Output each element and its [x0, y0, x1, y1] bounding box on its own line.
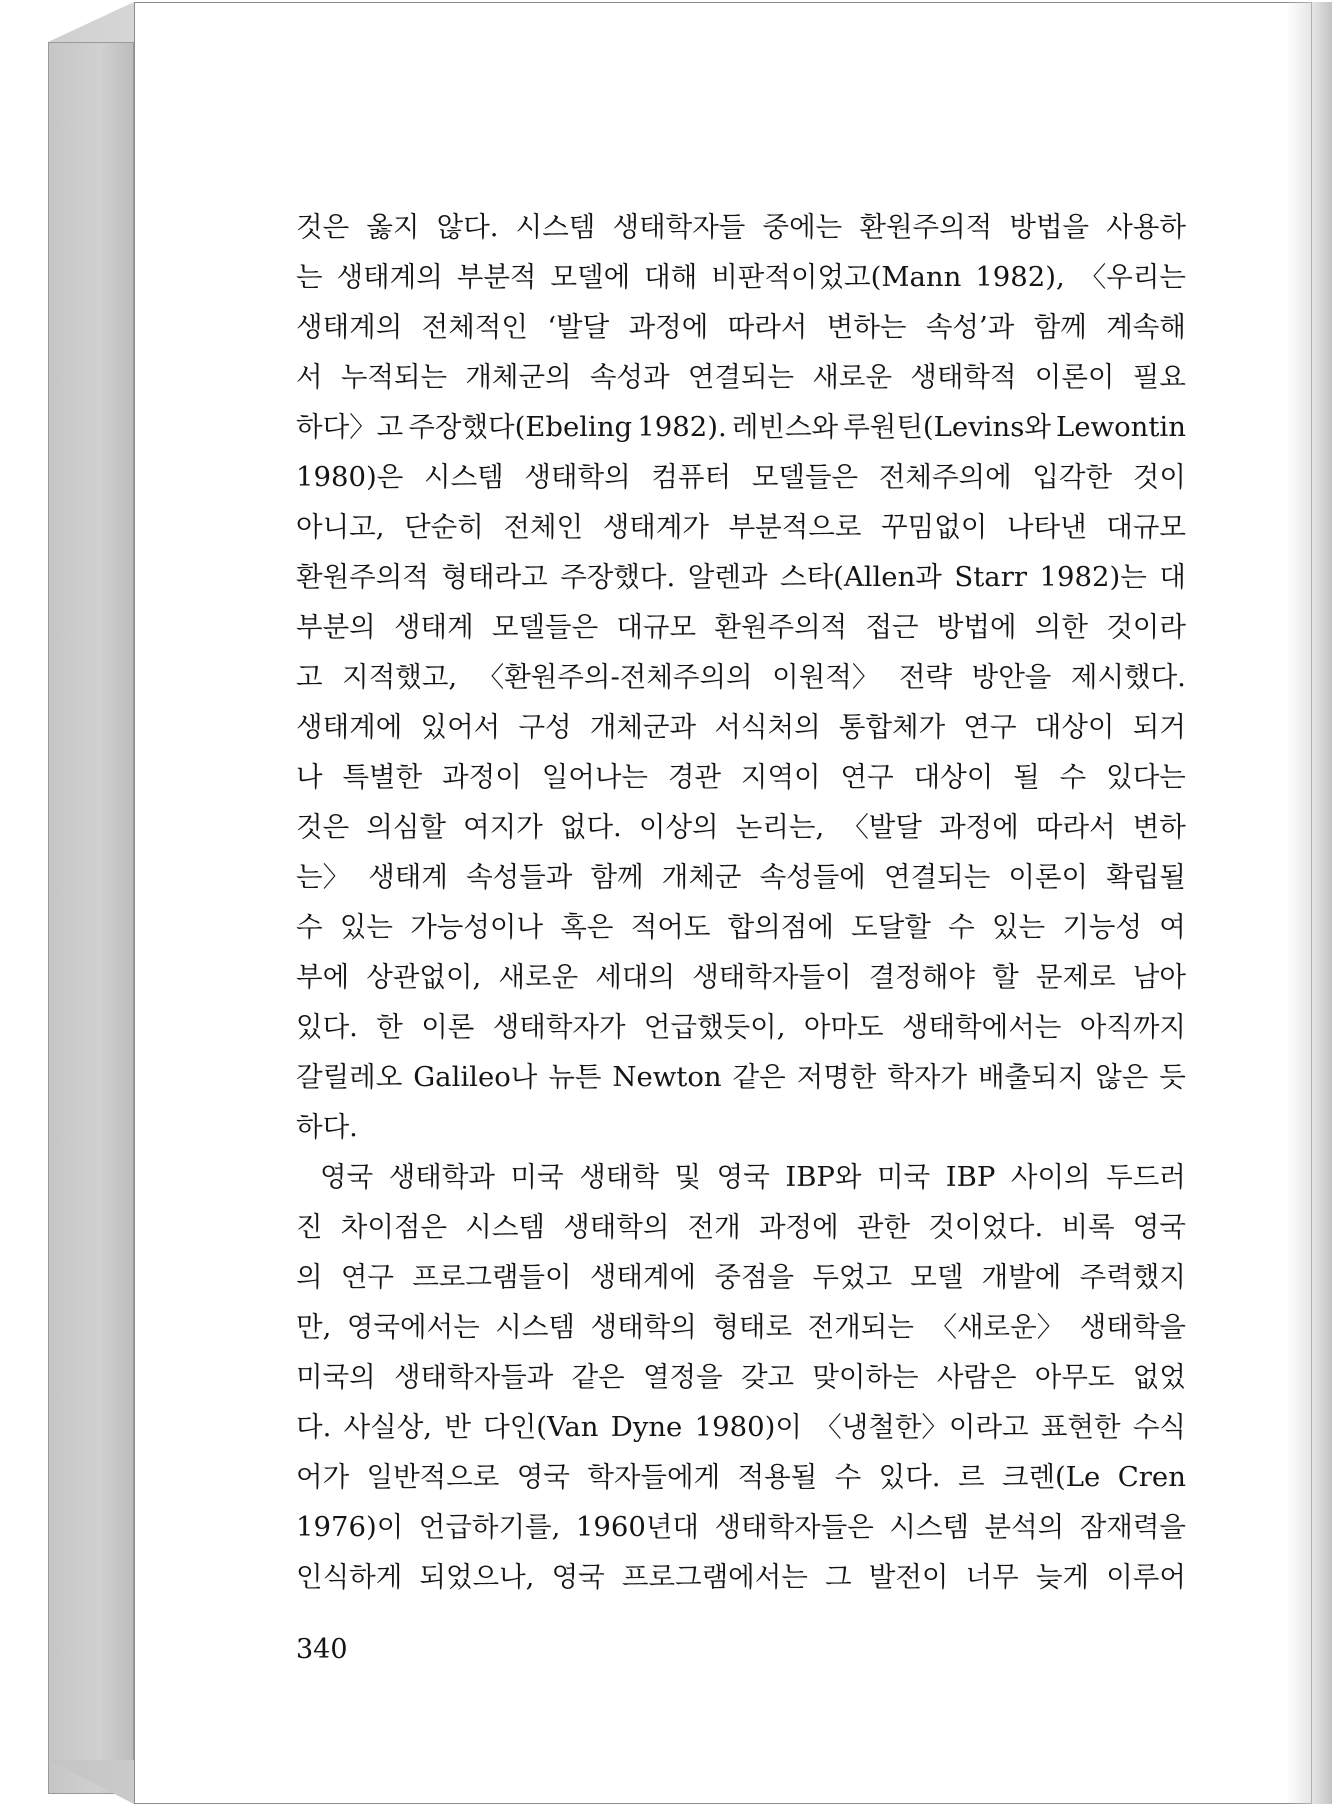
word: 영국 [320, 1161, 374, 1193]
word: 없었 [1132, 1361, 1186, 1393]
word: 변하 [1132, 811, 1186, 843]
word: 있는 [991, 911, 1046, 943]
word: 생태계 [393, 611, 474, 643]
word: 있다는 [1106, 761, 1186, 793]
word: 모델 [910, 1261, 964, 1293]
word: 〈새로운〉 [929, 1311, 1065, 1343]
word: 크렌(Le [1001, 1461, 1101, 1493]
text-line [296, 402, 1186, 452]
word: 일어나는 [541, 761, 648, 793]
word: 생태학에서는 [901, 1011, 1062, 1043]
word: 시스템 [889, 1511, 970, 1543]
word: 이상의 [638, 811, 719, 843]
word: 영국 [1132, 1211, 1186, 1243]
word: 잠재력을 [1079, 1511, 1186, 1543]
page-edge-shadow [1286, 2, 1332, 1804]
word: 않은 [1095, 1061, 1149, 1093]
word: 서 [296, 361, 323, 393]
word: 것은 [296, 811, 350, 843]
word: 한 [376, 1011, 403, 1043]
word: 및 [674, 1161, 702, 1193]
word: 사람은 [936, 1361, 1017, 1393]
word: 있는 [339, 911, 393, 943]
word: 영국 [516, 1461, 570, 1493]
text-line [296, 552, 1186, 602]
word: 혹은 [560, 911, 614, 943]
word: 함께 [590, 861, 644, 893]
word: 알렌과 [687, 561, 768, 593]
word: 접근 [865, 611, 919, 643]
word: 부분적 [456, 261, 537, 293]
word: 아마도 [803, 1011, 884, 1043]
word: 대 [1159, 561, 1186, 593]
word: 함께 [1033, 311, 1087, 343]
word: 속성’과 [925, 311, 1015, 343]
word: 학자가 [887, 1061, 968, 1093]
word: 비판적이었고(Mann [711, 261, 962, 293]
word: 필요 [1132, 361, 1186, 393]
word: 그 [825, 1561, 852, 1593]
word: 수 [1059, 761, 1087, 793]
word: 합의점에 [727, 911, 834, 943]
word: 생태학의 [563, 1211, 670, 1243]
word: 는 [296, 261, 323, 293]
word: 수 [296, 911, 323, 943]
text-line [296, 1202, 1186, 1252]
word: 적어도 [630, 911, 711, 943]
word: 형태라고 [441, 561, 548, 593]
word: 중점을 [714, 1261, 795, 1293]
word: 되거 [1132, 711, 1186, 743]
word: 않다. [436, 211, 499, 243]
word: Starr [954, 561, 1027, 593]
word: 주장했다. [560, 561, 676, 593]
book-spine-top [48, 2, 134, 42]
text-line [296, 602, 1186, 652]
word: 루원틴(Levins와 [843, 411, 1051, 443]
word: 갖고 [740, 1361, 795, 1393]
word: 〈냉철한〉이라고 [814, 1411, 1029, 1443]
word: 남아 [1132, 961, 1186, 993]
word: 통합체가 [838, 711, 946, 743]
word: 지적했고, [342, 661, 458, 693]
word: 구성 [518, 711, 572, 743]
word: 너무 [965, 1561, 1019, 1593]
word: 이론 [421, 1011, 475, 1043]
word: 컴퓨터 [651, 461, 732, 493]
text-line [296, 1502, 1186, 1552]
word: 1982), [975, 261, 1065, 293]
word: 속성과 [589, 361, 670, 393]
word: 것은 [296, 211, 350, 243]
word: 열정을 [642, 1361, 723, 1393]
word: 생태계가 [602, 511, 709, 543]
word: 사용하 [1106, 211, 1186, 243]
word: 〈우리는 [1078, 261, 1186, 293]
word: 대해 [644, 261, 698, 293]
word: 아니고, [296, 511, 385, 543]
word: 다. [296, 1411, 332, 1443]
word: 나 [296, 761, 323, 793]
word: 있어서 [420, 711, 501, 743]
word: 대규모 [1106, 511, 1186, 543]
word: 중에는 [762, 211, 843, 243]
word: 1976)이 [296, 1511, 404, 1543]
word: 나타낸 [1006, 511, 1087, 543]
word: 수식 [1132, 1411, 1186, 1443]
word: 사이의 [1010, 1161, 1091, 1193]
word: 확립될 [1106, 861, 1186, 893]
word: 생태학자들과 [393, 1361, 554, 1393]
word: 두었고 [812, 1261, 893, 1293]
word: 이론이 [1034, 361, 1115, 393]
word: 생태계에 [296, 711, 403, 743]
word: 대규모 [616, 611, 697, 643]
word: 지역이 [740, 761, 821, 793]
text-line [296, 202, 1186, 252]
word: 이론이 [1008, 861, 1089, 893]
word: 발전이 [868, 1561, 949, 1593]
word: 문제로 [1035, 961, 1116, 993]
word: 모델들은 [491, 611, 599, 643]
word: 연구 [840, 761, 894, 793]
word: 경관 [667, 761, 722, 793]
word: 맞이하는 [812, 1361, 919, 1393]
word: 생태학적 [910, 361, 1017, 393]
word: 사실상, [343, 1411, 433, 1443]
word: 연결되는 [884, 861, 991, 893]
word: 가능성이나 [410, 911, 544, 943]
word: 〈발달 [841, 811, 922, 843]
word: 하다〉고 [296, 411, 404, 443]
word: 연구 [963, 711, 1017, 743]
word: 새로운 [812, 361, 893, 393]
word: 개체군의 [465, 361, 572, 393]
word: 차이점은 [340, 1211, 448, 1243]
word: Lewontin [1056, 411, 1186, 443]
word: 같은 [732, 1061, 786, 1093]
word: 전개되는 [807, 1311, 914, 1343]
word: 듯 [1159, 1061, 1186, 1093]
word: 입각한 [1032, 461, 1113, 493]
word: 도달할 [851, 911, 931, 943]
word: 관한 [856, 1211, 911, 1243]
word: 학자들에게 [587, 1461, 721, 1493]
word: 제시했다. [1070, 661, 1186, 693]
word: Galileo나 [413, 1061, 538, 1093]
word: 전체적인 [421, 311, 528, 343]
word: 이원적〉 [772, 661, 880, 693]
text-line [296, 952, 1186, 1002]
word: 단순히 [404, 511, 484, 543]
text-line [296, 802, 1186, 852]
word: IBP [945, 1161, 996, 1193]
word: 있다. [296, 1011, 358, 1043]
word: 하다. [296, 1111, 358, 1143]
word: 전체주의에 [878, 461, 1012, 493]
word: 전체인 [503, 511, 584, 543]
text-line [296, 1052, 1186, 1102]
word: 배출되지 [977, 1061, 1085, 1093]
word: 모델들은 [751, 461, 859, 493]
word: 따라서 [1035, 811, 1116, 843]
word: 언급했듯이, [643, 1011, 786, 1043]
word: 전략 [898, 661, 953, 693]
word: 방법에 [936, 611, 1017, 643]
word: 것이었다. [928, 1211, 1044, 1243]
word: 모델에 [550, 261, 631, 293]
word: 시스템 [495, 1311, 575, 1343]
text-line [296, 1252, 1186, 1302]
word: 아직까지 [1079, 1011, 1186, 1043]
word: 생태학자가 [492, 1011, 626, 1043]
word: 환원주의적 [714, 611, 848, 643]
word: 누적되는 [340, 361, 448, 393]
word: 생태계의 [336, 261, 443, 293]
word: 의한 [1034, 611, 1088, 643]
word: IBP와 [785, 1161, 862, 1193]
word: 여지가 [463, 811, 543, 843]
text-line [296, 1352, 1186, 1402]
word: 의심할 [366, 811, 446, 843]
word: 새로운 [498, 961, 579, 993]
text-line [296, 1552, 1186, 1602]
word: 서식처의 [714, 711, 821, 743]
word: 미국 [510, 1161, 564, 1193]
word: 생태학의 [524, 461, 631, 493]
text-line [296, 1402, 1186, 1452]
word: 뉴튼 [548, 1061, 602, 1093]
word: 시스템 [465, 1211, 545, 1243]
word: 미국의 [296, 1361, 376, 1393]
word: 수 [948, 911, 975, 943]
word: 〈환원주의-전체주의의 [476, 661, 753, 693]
word: Newton [612, 1061, 722, 1093]
word: 1980)이 [694, 1411, 802, 1443]
word: 언급하기를, [418, 1511, 561, 1543]
word: ‘발달 [547, 311, 610, 343]
word: 수 [834, 1461, 862, 1493]
text-line [296, 502, 1186, 552]
text-line [296, 852, 1186, 902]
word: Cren [1117, 1461, 1186, 1493]
word: 환원주의적 [296, 561, 429, 593]
word: 생태학 [579, 1161, 659, 1193]
word: 분석의 [984, 1511, 1065, 1543]
word: 계속해 [1106, 311, 1186, 343]
word: 진 [296, 1211, 323, 1243]
word: 개체군과 [589, 711, 697, 743]
word: 시스템 [515, 211, 596, 243]
word: 생태학의 [590, 1311, 697, 1343]
word: 레빈스와 [731, 411, 839, 443]
word: 것이라 [1106, 611, 1186, 643]
word: 1980)은 [296, 461, 404, 493]
word: 개발에 [981, 1261, 1062, 1293]
word: 늦게 [1035, 1561, 1090, 1593]
word: 연구 [340, 1261, 394, 1293]
text-line [296, 902, 1186, 952]
word: 대상이 [1034, 711, 1115, 743]
word: 과정에 [628, 311, 709, 343]
word: 방안을 [971, 661, 1052, 693]
word: 없다. [559, 811, 622, 843]
word: 논리는, [735, 811, 825, 843]
word: 과정이 [442, 761, 522, 793]
word: 생태계 [368, 861, 448, 893]
text-line [296, 452, 1186, 502]
word: 따라서 [727, 311, 808, 343]
word: 1960년대 [575, 1511, 699, 1543]
word: 부분적으로 [728, 511, 862, 543]
word: 환원주의적 [859, 211, 993, 243]
word: 영국 [551, 1561, 605, 1593]
word: 인식하게 [296, 1561, 403, 1593]
word: 변하는 [826, 311, 907, 343]
word: 미국 [877, 1161, 931, 1193]
word: 과정에 [758, 1211, 839, 1243]
word: 생태계에 [589, 1261, 697, 1293]
word: 영국 [716, 1161, 770, 1193]
text-line [296, 352, 1186, 402]
word: 표현한 [1040, 1411, 1121, 1443]
body-text [296, 202, 1186, 1602]
word: 부에 [296, 961, 350, 993]
text-line [296, 1152, 1186, 1202]
word: 되었으나, [419, 1561, 535, 1593]
word: 갈릴레오 [296, 1061, 403, 1093]
word: 것이 [1132, 461, 1186, 493]
word: 의 [296, 1261, 323, 1293]
word: 과정에 [939, 811, 1019, 843]
word: 저명한 [796, 1061, 877, 1093]
word: 생태학과 [388, 1161, 495, 1193]
word: 될 [1013, 761, 1040, 793]
word: 전개 [687, 1211, 741, 1243]
word: 생태계의 [296, 311, 403, 343]
word: 속성들에 [759, 861, 866, 893]
text-line [296, 752, 1186, 802]
word: 다인(Van [483, 1411, 599, 1443]
word: 방법을 [1009, 211, 1090, 243]
word: 스타(Allen과 [780, 561, 942, 593]
word: 세대의 [595, 961, 676, 993]
word: 프로그램들이 [412, 1261, 572, 1293]
word: 비록 [1061, 1211, 1115, 1243]
word: Dyne [610, 1411, 683, 1443]
word: 고 [296, 661, 323, 693]
text-line [296, 252, 1186, 302]
word: 대상이 [913, 761, 994, 793]
text-line [296, 1102, 1186, 1152]
word: 기능성 [1062, 911, 1143, 943]
word: 같은 [571, 1361, 625, 1393]
word: 생태학자들이 [692, 961, 852, 993]
word: 생태학자들 [612, 211, 746, 243]
word: 연결되는 [687, 361, 795, 393]
word: 1982)는 [1039, 561, 1147, 593]
word: 부분의 [296, 611, 376, 643]
word: 영국에서는 [346, 1311, 480, 1343]
word: 적용될 [737, 1461, 818, 1493]
word: 결정해야 [868, 961, 975, 993]
word: 시스템 [424, 461, 504, 493]
text-line [296, 1302, 1186, 1352]
book-spine [48, 42, 134, 1794]
word: 생태학자들은 [714, 1511, 874, 1543]
word: 아무도 [1034, 1361, 1115, 1393]
word: 상관없이, [366, 961, 482, 993]
page-number: 340 [296, 1634, 348, 1665]
word: 형태로 [712, 1311, 793, 1343]
word: 프로그램에서는 [621, 1561, 808, 1593]
word: 어가 [296, 1461, 350, 1493]
word: 주장했다(Ebeling [408, 411, 633, 443]
word: 생태학을 [1079, 1311, 1186, 1343]
text-line [296, 1452, 1186, 1502]
text-line [296, 702, 1186, 752]
word: 반 [444, 1411, 471, 1443]
word: 여 [1159, 911, 1186, 943]
text-line [296, 302, 1186, 352]
text-line [296, 652, 1186, 702]
word: 이루어 [1106, 1561, 1186, 1593]
word: 개체군 [661, 861, 742, 893]
word: 두드러 [1106, 1161, 1186, 1193]
word: 1982). [637, 411, 727, 443]
text-line [296, 1002, 1186, 1052]
word: 주력했지 [1079, 1261, 1186, 1293]
word: 는〉 [296, 861, 351, 893]
word: 속성들과 [466, 861, 573, 893]
word: 있다. [878, 1461, 941, 1493]
word: 르 [957, 1461, 985, 1493]
word: 특별한 [342, 761, 423, 793]
word: 만, [296, 1311, 332, 1343]
word: 꾸밈없이 [881, 511, 988, 543]
word: 옳지 [366, 211, 420, 243]
word: 일반적으로 [366, 1461, 500, 1493]
word: 할 [992, 961, 1019, 993]
